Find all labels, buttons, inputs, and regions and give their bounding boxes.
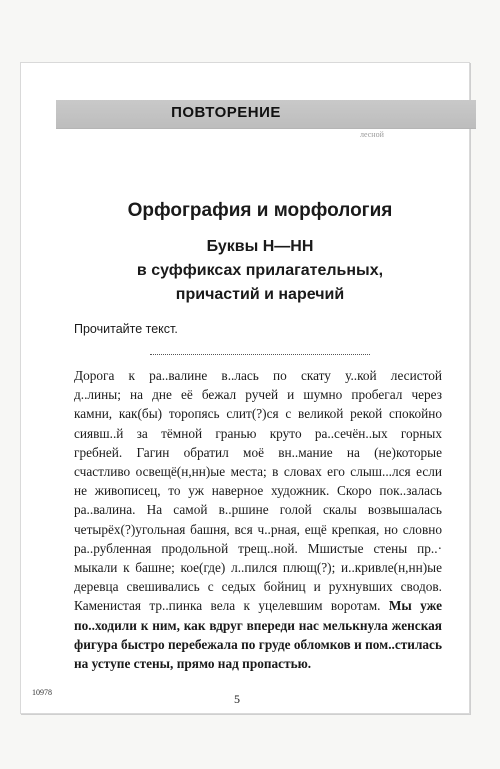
text-line: мыкали к башне; кое(где) л..пился плющ(?); и..кривле(н,нн)ые [74,560,442,576]
text-line: Каменистая тр..пинка вела к уцелевшим воротам. Мы уже [74,598,442,614]
exercise-text [74,366,442,673]
text-line: Дорога к ра..валине в..лась по скату у..кой лесистой [74,368,442,383]
footer-code: 10978 [32,688,52,697]
header-divider [56,128,476,129]
subtitle-line-3: причастий и наречий [175,286,345,303]
text-line: счастливо освещё(н,нн)ые места; в словах его слыш...лся если [74,464,442,480]
instruction-text: Прочитайте текст. [74,322,178,336]
text-line: не живописец, то уж наверное художник. Скоро пок..залась [74,483,442,499]
text-line: ра..валина. На самой в..ршине голой скалы возвышалась [74,502,442,518]
text-line: деревца свешивались с седых бойниц и рухнувших сводов. [74,579,442,595]
bold-fragment: Мы уже [388,598,442,614]
text-line: четырёх(?)угольная башня, вся ч..рная, ещё крепкая, но словно [74,521,442,537]
subtitle-line-2: в суффиксах прилагательных, [136,262,384,279]
text-line: на уступе стены, прямо над пропастью. [74,656,312,672]
subtitle-line-1: Буквы Н—НН [206,238,314,255]
text-line: по..ходили к ним, как вдруг впереди нас мелькнула женская [74,617,442,633]
text-line: фигура быстро перебежала по груде обломков и пом..стилась [74,636,442,652]
text-line: сиявш..й за тёмной гранью круто ра..сечён..ых горных [74,425,442,441]
dotted-separator [150,354,370,355]
section-header-title: ПОВТОРЕНИЕ [171,104,281,121]
text-line: ра..рубленная продольной трещ..ной. Мшистые стены пр..· [74,540,442,556]
page-title: Орфография и морфология [127,200,393,221]
text-line: д..лины; на дне её бежал ручей и шумно пробегал через [74,387,442,403]
page-number: 5 [234,692,240,706]
text-line: гребней. Гагин обратил моё вн..мание на (не)которые [74,444,442,460]
text-line: камни, как(бы) торопясь слит(?)ся с великой рекой спокойно [74,406,442,422]
bleed-line: лесной [360,130,384,139]
section-header-band [56,100,476,128]
